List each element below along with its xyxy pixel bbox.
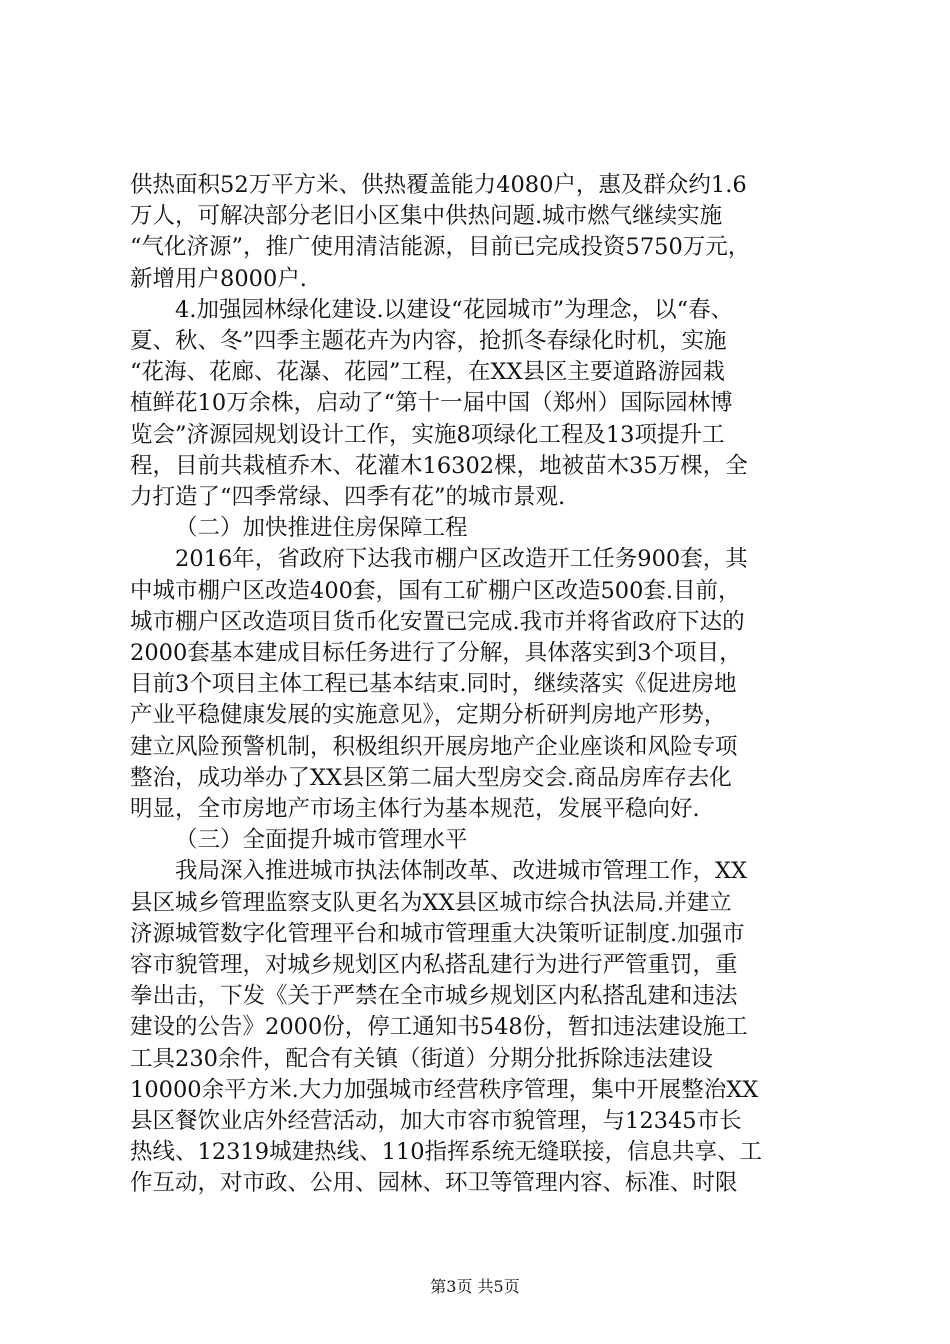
text-line: 作互动，对市政、公用、园林、环卫等管理内容、标准、时限 bbox=[130, 1170, 738, 1197]
text-line: 10000余平方米.大力加强城市经营秩序管理，集中开展整治XX bbox=[130, 1076, 759, 1103]
text-line: 供热面积52万平方米、供热覆盖能力4080户，惠及群众约1.6 bbox=[130, 172, 747, 198]
text-line: 新增用户8000户. bbox=[130, 265, 307, 292]
text-line: 产业平稳健康发展的实施意见》，定期分析研判房地产形势， bbox=[130, 702, 727, 729]
text-line: 工具230余件，配合有关镇（街道）分期分批拆除违法建设 bbox=[130, 1045, 713, 1072]
text-line: 热线、12319城建热线、110指挥系统无缝联接，信息共享、工 bbox=[130, 1139, 763, 1166]
text-line: 万人，可解决部分老旧小区集中供热问题.城市燃气继续实施 bbox=[130, 203, 723, 230]
text-line: 容市貌管理，对城乡规划区内私搭乱建行为进行严管重罚，重 bbox=[130, 952, 738, 978]
text-line: 夏、秋、冬”四季主题花卉为内容，抢抓冬春绿化时机，实施 bbox=[130, 328, 727, 354]
text-line: 整治，成功举办了XX县区第二届大型房交会.商品房库存去化 bbox=[130, 764, 732, 791]
text-line: 拳出击，下发《关于严禁在全市城乡规划区内私搭乱建和违法 bbox=[130, 983, 738, 1010]
text-line: 2016年，省政府下达我市棚户区改造开工任务900套，其 bbox=[175, 546, 748, 573]
text-line: 目前3个项目主体工程已基本结束.同时，继续落实《促进房地 bbox=[130, 671, 737, 698]
text-line: （二）加快推进住房保障工程 bbox=[175, 515, 468, 542]
text-line: 2000套基本建成目标任务进行了分解，具体落实到3个项目， bbox=[130, 640, 742, 666]
text-line: 力打造了“四季常绿、四季有花”的城市景观. bbox=[130, 484, 566, 510]
text-line: 建立风险预警机制，积极组织开展房地产企业座谈和风险专项 bbox=[130, 733, 738, 760]
text-line: 建设的公告》2000份，停工通知书548份，暂扣违法建设施工 bbox=[130, 1014, 748, 1041]
text-line: 我局深入推进城市执法体制改革、改进城市管理工作，XX bbox=[175, 858, 748, 885]
text-line: 植鲜花10万余株，启动了“第十一届中国（郑州）国际园林博 bbox=[130, 390, 733, 417]
text-line: （三）全面提升城市管理水平 bbox=[175, 827, 468, 854]
text-line: 4.加强园林绿化建设.以建设“花园城市”为理念，以“春、 bbox=[175, 296, 734, 323]
text-line: 城市棚户区改造项目货币化安置已完成.我市并将省政府下达的 bbox=[130, 608, 745, 635]
text-line: 中城市棚户区改造400套，国有工矿棚户区改造500套.目前， bbox=[130, 577, 741, 604]
page-footer: 第3页 共5页 bbox=[430, 1277, 520, 1296]
text-line: 县区餐饮业店外经营活动，加大市容市貌管理，与12345市长 bbox=[130, 1108, 742, 1134]
text-line: 县区城乡管理监察支队更名为XX县区城市综合执法局.并建立 bbox=[130, 889, 732, 916]
text-line: “花海、花廊、花瀑、花园”工程，在XX县区主要道路游园栽 bbox=[130, 359, 726, 386]
text-line: 明显，全市房地产市场主体行为基本规范，发展平稳向好. bbox=[130, 796, 700, 822]
text-line: 济源城管数字化管理平台和城市管理重大决策听证制度.加强市 bbox=[130, 920, 745, 947]
text-line: “气化济源”，推广使用清洁能源，目前已完成投资5750万元， bbox=[130, 234, 751, 261]
text-line: 览会”济源园规划设计工作，实施8项绿化工程及13项提升工 bbox=[130, 421, 725, 448]
text-line: 程，目前共栽植乔木、花灌木16302棵，地被苗木35万棵，全 bbox=[130, 452, 748, 479]
